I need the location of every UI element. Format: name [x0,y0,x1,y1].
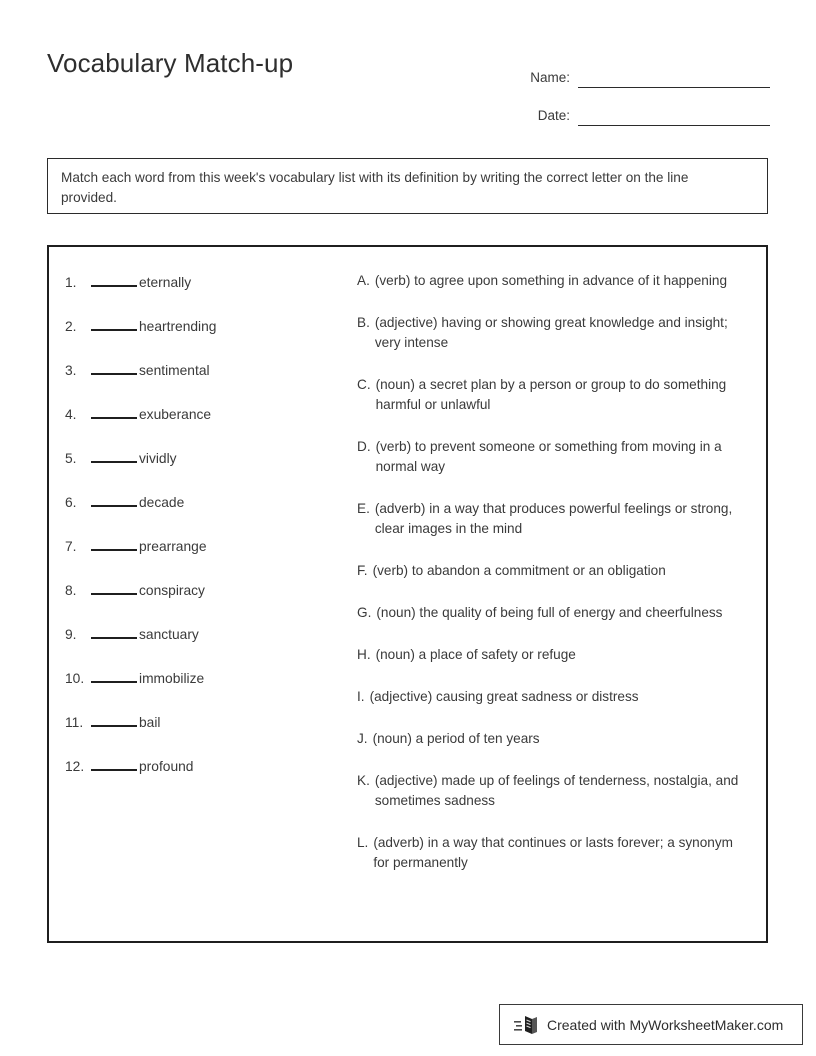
word-number: 10. [65,671,85,686]
matching-columns [49,247,766,941]
word-number: 6. [65,495,77,510]
word-number: 12. [65,759,85,774]
definition-item [357,271,749,291]
definition-text: (verb) to abandon a commitment or an obligation [372,563,666,578]
word-number: 1. [65,275,77,290]
answer-blank-line[interactable] [91,359,137,375]
word-item [65,535,355,579]
definition-letter: E. [357,501,370,516]
answer-blank-line[interactable] [91,535,137,551]
definition-text: (adverb) in a way that produces powerful feelings or strong, clear images in the mind [374,501,733,536]
definition-letter: K. [357,773,370,788]
answer-blank-line[interactable] [91,403,137,419]
definition-text: (verb) to prevent someone or something from moving in a normal way [375,439,722,474]
word-item [65,623,355,667]
word-label: heartrending [139,319,217,334]
word-label: eternally [139,275,192,290]
definition-letter: J. [357,731,368,746]
word-item [65,315,355,359]
word-number: 4. [65,407,77,422]
name-date-fields [500,50,770,126]
definition-text: (adjective) made up of feelings of tenderness, nostalgia, and sometimes sadness [374,773,739,808]
word-label: vividly [139,451,177,466]
word-label: immobilize [139,671,205,686]
date-field-row [500,88,770,126]
definition-letter: H. [357,647,371,662]
answer-blank-line[interactable] [91,447,137,463]
word-number: 3. [65,363,77,378]
word-number: 5. [65,451,77,466]
word-item [65,579,355,623]
footer-attribution-badge[interactable] [499,1004,803,1045]
definition-text: (noun) the quality of being full of energy and cheerfulness [376,605,723,620]
definition-item [357,561,749,581]
definition-item [357,687,749,707]
definition-item [357,645,749,665]
word-label: sentimental [139,363,210,378]
worksheet-maker-logo-icon [514,1013,540,1037]
definition-text: (verb) to agree upon something in advance of it happening [374,273,728,288]
word-number: 11. [65,715,84,730]
date-label: Date: [537,108,570,123]
word-item [65,271,355,315]
definition-letter: C. [357,377,371,392]
answer-blank-line[interactable] [91,711,137,727]
definition-item [357,499,749,539]
page-title: Vocabulary Match-up [47,48,294,78]
word-item [65,711,355,755]
word-number: 7. [65,539,77,554]
word-item [65,491,355,535]
definition-letter: D. [357,439,371,454]
word-label: sanctuary [139,627,199,642]
instructions-text: Match each word from this week's vocabulary list with its definition by writing the correct letter on the line provided. [61,170,689,205]
definition-item [357,437,749,477]
definition-item [357,313,749,353]
answer-blank-line[interactable] [91,271,137,287]
footer-attribution-text: Created with MyWorksheetMaker.com [547,1016,784,1033]
definition-letter: B. [357,315,370,330]
definition-text: (noun) a place of safety or refuge [375,647,576,662]
answer-blank-line[interactable] [91,755,137,771]
definitions-column [357,271,749,895]
instructions-box [47,158,768,214]
word-label: prearrange [139,539,207,554]
matching-exercise-box [47,245,768,943]
word-number: 2. [65,319,77,334]
definition-text: (noun) a secret plan by a person or group to do something harmful or unlawful [375,377,727,412]
word-label: conspiracy [139,583,205,598]
word-label: bail [139,715,161,730]
definition-text: (adjective) having or showing great knowledge and insight; very intense [374,315,728,350]
word-label: exuberance [139,407,212,422]
word-label: profound [139,759,194,774]
definition-letter: G. [357,605,372,620]
definition-text: (noun) a period of ten years [372,731,540,746]
answer-blank-line[interactable] [91,623,137,639]
definition-item [357,833,749,873]
vocabulary-words-column [65,271,355,799]
word-item [65,403,355,447]
definition-item [357,729,749,749]
word-label: decade [139,495,185,510]
word-number: 9. [65,627,77,642]
definition-text: (adverb) in a way that continues or lasts forever; a synonym for permanently [373,835,733,870]
answer-blank-line[interactable] [91,667,137,683]
name-field-row [500,50,770,88]
definition-letter: I. [357,689,365,704]
word-item [65,667,355,711]
definition-letter: A. [357,273,370,288]
word-item [65,755,355,799]
date-input-line[interactable] [578,109,770,126]
name-input-line[interactable] [578,71,770,88]
answer-blank-line[interactable] [91,579,137,595]
definition-item [357,375,749,415]
answer-blank-line[interactable] [91,315,137,331]
word-item [65,447,355,491]
definition-item [357,603,749,623]
name-label: Name: [530,70,570,85]
answer-blank-line[interactable] [91,491,137,507]
definition-letter: F. [357,563,368,578]
worksheet-header [0,0,816,135]
word-item [65,359,355,403]
word-number: 8. [65,583,77,598]
definition-letter: L. [357,835,369,850]
definition-text: (adjective) causing great sadness or distress [369,689,639,704]
definition-item [357,771,749,811]
